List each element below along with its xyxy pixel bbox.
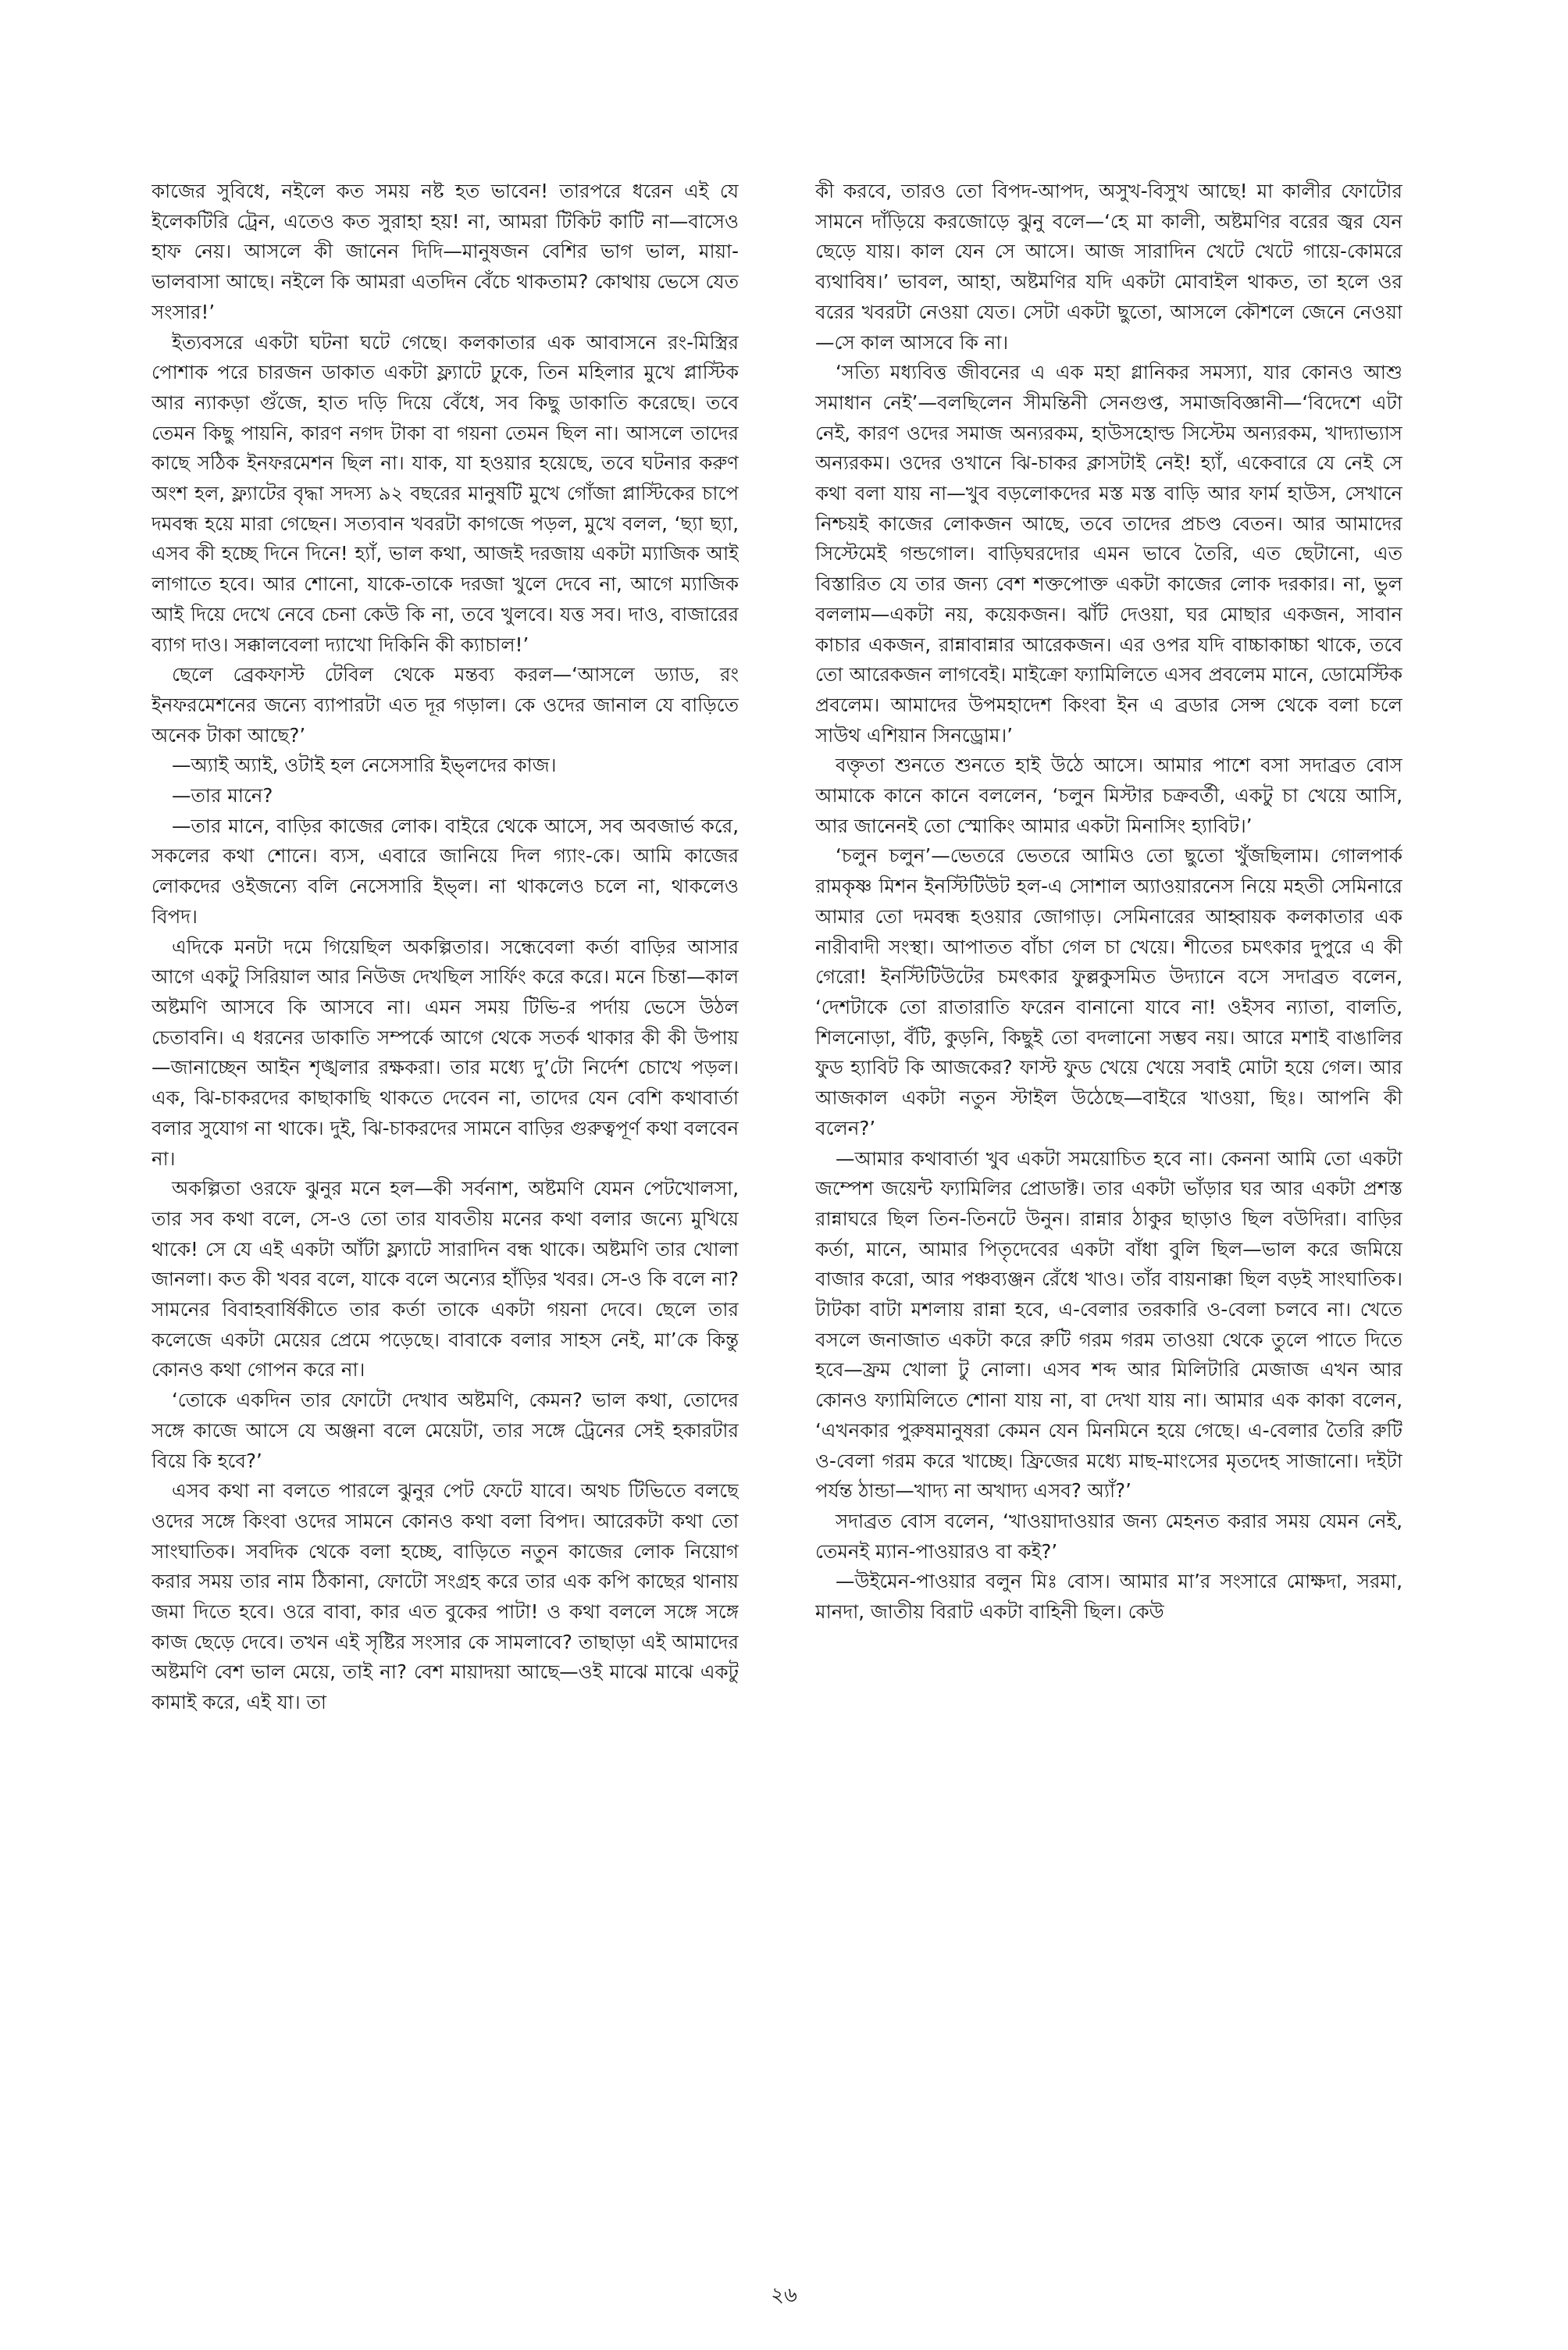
paragraph: —উইমেন-পাওয়ার বলুন মিঃ বোস। আমার মা’র সংসারে মোক্ষদা, সরমা, মানদা, জাতীয় বিরাট একটা বাহিনী ছিল। কেউ [815, 1570, 1402, 1624]
paragraph: সদাব্রত বোস বলেন, ‘খাওয়াদাওয়ার জন্য মেহনত করার সময় যেমন নেই, তেমনই ম্যান-পাওয়ারও বা কই?’ [815, 1509, 1402, 1563]
paragraph: —তার মানে, বাড়ির কাজের লোক। বাইরে থেকে আসে, সব অবজার্ভ করে, সকলের কথা শোনে। ব্যস, এবারে জানিয়ে দিল গ্যাং-কে। আমি কাজের লোকদের ওইজন্যে বলি নেসেসারি ইভ্‌ল। না থাকলেও চলে না, থাকলেও বিপদ। [151, 814, 739, 928]
left-text-column [151, 177, 739, 2238]
paragraph: বক্তৃতা শুনতে শুনতে হাই উঠে আসে। আমার পাশে বসা সদাব্রত বোস আমাকে কানে কানে বললেন, ‘চলুন মিস্টার চক্রবর্তী, একটু চা খেয়ে আসি, আর জানেনই তো স্মোকিং আমার একটা মিনাসিং হ্যাবিট।’ [815, 754, 1402, 837]
paragraph: —তার মানে? [172, 784, 273, 808]
paragraph: ‘সত্যি মধ্যবিত্ত জীবনের এ এক মহা গ্লানিকর সমস্যা, যার কোনও আশু সমাধান নেই’—বলছিলেন সীমন্তিনী সেনগুপ্ত, সমাজবিজ্ঞানী—‘বিদেশে এটা নেই, কারণ ওদের সমাজ অন্যরকম, হাউসহোল্ড সিস্টেম অন্যরকম, খাদ্যাভ্যাস অন্যরকম। ওদের ওখানে ঝি-চাকর ক্লাসটাই নেই! হ্যাঁ, একেবারে যে নেই সে কথা বলা যায় না—খুব বড়লোকদের মস্ত মস্ত বাড়ি আর ফার্ম হাউস, সেখানে নিশ্চয়ই কাজের লোকজন আছে, তবে তাদের প্রচণ্ড বেতন। আর আমাদের সিস্টেমেই গন্ডগোল। বাড়িঘরদোর এমন ভাবে তৈরি, এত ছেটানো, এত বিস্তারিত যে তার জন্য বেশ শক্তপোক্ত একটা কাজের লোক দরকার। না, ভুল বললাম—একটা নয়, কয়েকজন। ঝাঁট দেওয়া, ঘর মোছার একজন, সাবান কাচার একজন, রান্নাবান্নার আরেকজন। এর ওপর যদি বাচ্চাকাচ্চা থাকে, তবে তো আরেকজন লাগবেই। মাইক্রো ফ্যামিলিতে এসব প্রবলেম মানে, ডোমেস্টিক প্রবলেম। আমাদের উপমহাদেশ কিংবা ইন এ ব্রডার সেন্স থেকে বলা চলে সাউথ এশিয়ান সিনড্রোম।’ [815, 361, 1402, 747]
paragraph: ‘তোকে একদিন তার ফোটো দেখাব অষ্টমণি, কেমন? ভাল কথা, তোদের সঙ্গে কাজে আসে যে অঞ্জনা বলে মেয়েটা, তার সঙ্গে ট্রেনের সেই হকারটার বিয়ে কি হবে?’ [151, 1389, 739, 1472]
paragraph: —অ্যাই অ্যাই, ওটাই হল নেসেসারি ইভ্‌লদের কাজ। [172, 754, 557, 777]
paragraph: কী করবে, তারও তো বিপদ-আপদ, অসুখ-বিসুখ আছে! মা কালীর ফোটোর সামনে দাঁড়িয়ে করজোড়ে ঝুনু বলে—‘হে মা কালী, অষ্টমণির বরের জ্বর যেন ছেড়ে যায়। কাল যেন সে আসে। আজ সারাদিন খেটে খেটে গায়ে-কোমরে ব্যথাবিষ।’ ভাবল, আহা, অষ্টমণির যদি একটা মোবাইল থাকত, তা হলে ওর বরের খবরটা নেওয়া যেত। সেটা একটা ছুতো, আসলে কৌশলে জেনে নেওয়া—সে কাল আসবে কি না। [815, 180, 1402, 354]
paragraph: —আমার কথাবার্তা খুব একটা সময়োচিত হবে না। কেননা আমি তো একটা জম্পেশ জয়েন্ট ফ্যামিলির প্রোডাক্ট। তার একটা ভাঁড়ার ঘর আর একটা প্রশস্ত রান্নাঘরে ছিল তিন-তিনটে উনুন। রান্নার ঠাকুর ছাড়াও ছিল বউদিরা। বাড়ির কর্তা, মানে, আমার পিতৃদেবের একটা বাঁধা বুলি ছিল—ভাল করে জমিয়ে বাজার করো, আর পঞ্চব্যঞ্জন রেঁধে খাও। তাঁর বায়নাক্কা ছিল বড়ই সাংঘাতিক। টাটকা বাটা মশলায় রান্না হবে, এ-বেলার তরকারি ও-বেলা চলবে না। খেতে বসলে জনাজাত একটা করে রুটি গরম গরম তাওয়া থেকে তুলে পাতে দিতে হবে—ফ্রম খোলা টু নোলা। এসব শব্দ আর মিলিটারি মেজাজ এখন আর কোনও ফ্যামিলিতে শোনা যায় না, বা দেখা যায় না। আমার এক কাকা বলেন, ‘এখনকার পুরুষমানুষরা কেমন যেন মিনমিনে হয়ে গেছে। এ-বেলার তৈরি রুটি ও-বেলা গরম করে খাচ্ছে। ফ্রিজের মধ্যে মাছ-মাংসের মৃতদেহ সাজানো। দইটা পর্যন্ত ঠান্ডা—খাদ্য না অখাদ্য এসব? অ্যাঁ?’ [815, 1146, 1402, 1503]
paragraph: ‘চলুন চলুন’—ভেতরে ভেতরে আমিও তো ছুতো খুঁজছিলাম। গোলপার্ক রামকৃষ্ণ মিশন ইনস্টিটিউট হল-এ সোশাল অ্যাওয়ারনেস নিয়ে মহতী সেমিনারে আমার তো দমবন্ধ হওয়ার জোগাড়। সেমিনারের আহ্বায়ক কলকাতার এক নারীবাদী সংস্থা। আপাতত বাঁচা গেল চা খেয়ে। শীতের চমৎকার দুপুরে এ কী গেরো! ইনস্টিটিউটের চমৎকার ফুল্লকুসমিত উদ্যানে বসে সদাব্রত বলেন, ‘দেশটাকে তো রাতারাতি ফরেন বানানো যাবে না! ওইসব ন্যাতা, বালতি, শিলনোড়া, বঁটি, কুড়নি, কিছুই তো বদলানো সম্ভব নয়। আরে মশাই বাঙালির ফুড হ্যাবিট কি আজকের? ফাস্ট ফুড খেয়ে খেয়ে সবাই মোটা হয়ে গেল। আর আজকাল একটা নতুন স্টাইল উঠেছে—বাইরে খাওয়া, ছিঃ। আপনি কী বলেন?’ [815, 844, 1402, 1139]
right-text-column [815, 177, 1402, 2238]
paragraph: অকল্পিতা ওরফে ঝুনুর মনে হল—কী সর্বনাশ, অষ্টমণি যেমন পেটখোলসা, তার সব কথা বলে, সে-ও তো তার যাবতীয় মনের কথা বলার জন্যে মুখিয়ে থাকে! সে যে এই একটা আঁটা ফ্ল্যাটে সারাদিন বন্ধ থাকে। অষ্টমণি তার খোলা জানলা। কত কী খবর বলে, যাকে বলে অন্যের হাঁড়ির খবর। সে-ও কি বলে না? সামনের বিবাহবার্ষিকীতে তার কর্তা তাকে একটা গয়না দেবে। ছেলে তার কলেজে একটা মেয়ের প্রেমে পড়েছে। বাবাকে বলার সাহস নেই, মা’কে কিন্তু কোনও কথা গোপন করে না। [151, 1177, 739, 1382]
paragraph: এদিকে মনটা দমে গিয়েছিল অকল্পিতার। সন্ধেবেলা কর্তা বাড়ির আসার আগে একটু সিরিয়াল আর নিউজ দেখছিল সার্ফিং করে করে। মনে চিন্তা—কাল অষ্টমণি আসবে কি আসবে না। এমন সময় টিভি-র পর্দায় ভেসে উঠল চেতাবনি। এ ধরনের ডাকাতি সম্পর্কে আগে থেকে সতর্ক থাকার কী কী উপায়—জানাচ্ছেন আইন শৃঙ্খলার রক্ষকরা। তার মধ্যে দু’টো নির্দেশ চোখে পড়ল। এক, ঝি-চাকরদের কাছাকাছি থাকতে দেবেন না, তাদের যেন বেশি কথাবার্তা বলার সুযোগ না থাকে। দুই, ঝি-চাকরদের সামনে বাড়ির গুরুত্বপূর্ণ কথা বলবেন না। [151, 935, 739, 1170]
paragraph: ইত্যবসরে একটা ঘটনা ঘটে গেছে। কলকাতার এক আবাসনে রং-মিস্ত্রির পোশাক পরে চারজন ডাকাত একটা ফ্ল্যাটে ঢুকে, তিন মহিলার মুখে প্লাস্টিক আর ন্যাকড়া গুঁজে, হাত দড়ি দিয়ে বেঁধে, সব কিছু ডাকাতি করেছে। তবে তেমন কিছু পায়নি, কারণ নগদ টাকা বা গয়না তেমন ছিল না। আসলে তাদের কাছে সঠিক ইনফরমেশন ছিল না। যাক, যা হওয়ার হয়েছে, তবে ঘটনার করুণ অংশ হল, ফ্ল্যাটের বৃদ্ধা সদস্য ৯২ বছরের মানুষটি মুখে গোঁজা প্লাস্টিকের চাপে দমবন্ধ হয়ে মারা গেছেন। সত্যবান খবরটা কাগজে পড়ল, মুখে বলল, ‘ছ্যা ছ্যা, এসব কী হচ্ছে দিনে দিনে! হ্যাঁ, ভাল কথা, আজই দরজায় একটা ম্যাজিক আই লাগাতে হবে। আর শোনো, যাকে-তাকে দরজা খুলে দেবে না, আগে ম্যাজিক আই দিয়ে দেখে নেবে চেনা কেউ কি না, তবে খুলবে। যত্ত সব। দাও, বাজারের ব্যাগ দাও। সক্কালবেলা দ্যাখো দিকিনি কী ক্যাচাল!’ [151, 330, 739, 656]
paragraph: কাজের সুবিধে, নইলে কত সময় নষ্ট হত ভাবেন! তারপরে ধরেন এই যে ইলেকটিরি ট্রেন, এতেও কত সুরাহা হয়! না, আমরা টিকিট কাটি না—বাসেও হাফ নেয়। আসলে কী জানেন দিদি—মানুষজন বেশির ভাগ ভাল, মায়া-ভালবাসা আছে। নইলে কি আমরা এতদিন বেঁচে থাকতাম? কোথায় ভেসে যেত সংসার!’ [151, 180, 739, 323]
paragraph: এসব কথা না বলতে পারলে ঝুনুর পেট ফেটে যাবে। অথচ টিভিতে বলছে ওদের সঙ্গে কিংবা ওদের সামনে কোনও কথা বলা বিপদ। আরেকটা কথা তো সাংঘাতিক। সবদিক থেকে বলা হচ্ছে, বাড়িতে নতুন কাজের লোক নিয়োগ করার সময় তার নাম ঠিকানা, ফোটো সংগ্রহ করে তার এক কপি কাছের থানায় জমা দিতে হবে। ওরে বাবা, কার এত বুকের পাটা! ও কথা বললে সঙ্গে সঙ্গে কাজ ছেড়ে দেবে। তখন এই সৃষ্টির সংসার কে সামলাবে? তাছাড়া এই আমাদের অষ্টমণি বেশ ভাল মেয়ে, তাই না? বেশ মায়াদয়া আছে—ওই মাঝে মাঝে একটু কামাই করে, এই যা। তা [151, 1479, 739, 1714]
paragraph: ছেলে ব্রেকফাস্ট টেবিল থেকে মন্তব্য করল—‘আসলে ড্যাড, রং ইনফরমেশনের জন্যে ব্যাপারটা এত দূর গড়াল। কে ওদের জানাল যে বাড়িতে অনেক টাকা আছে?’ [151, 663, 739, 747]
page-number: ২৬ [771, 2284, 797, 2307]
